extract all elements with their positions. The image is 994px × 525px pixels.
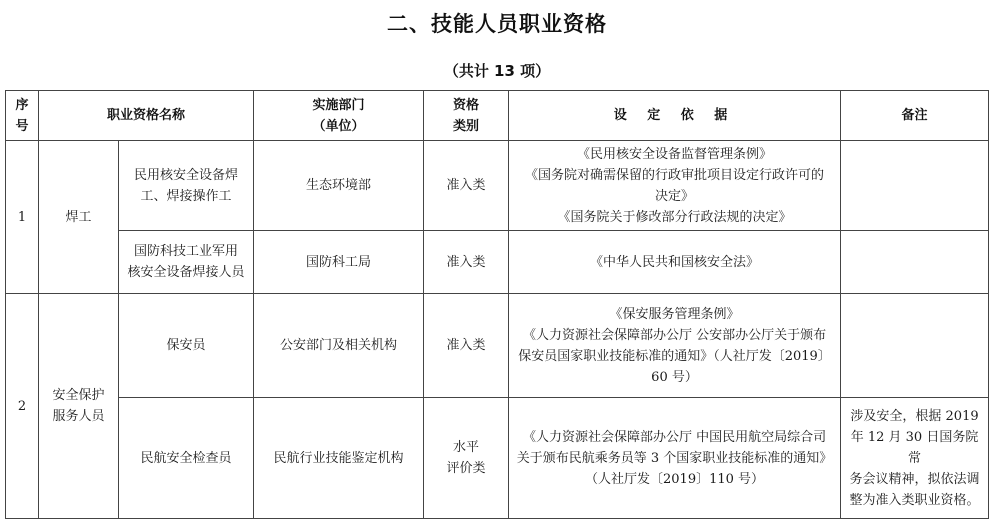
page-title: 二、技能人员职业资格: [387, 12, 607, 36]
header-row: [6, 91, 989, 141]
subname-cell: 国防科技工业军用 核安全设备焊接人员: [119, 231, 254, 294]
basis-cell: 《民用核安全设备监督管理条例》 《国务院对确需保留的行政审批项目设定行政许可的 决定》 《国务院关于修改部分行政法规的决定》: [509, 141, 841, 231]
subname-cell: 保安员: [119, 294, 254, 398]
header-dept: 实施部门 （单位）: [254, 91, 424, 141]
subname-cell: 民用核安全设备焊 工、焊接操作工: [119, 141, 254, 231]
table-row: [6, 294, 989, 398]
header-note: 备注: [841, 91, 989, 141]
dept-cell: 国防科工局: [254, 231, 424, 294]
seq-cell: 2: [6, 294, 39, 519]
dept-cell: 公安部门及相关机构: [254, 294, 424, 398]
basis-cell: 《人力资源社会保障部办公厅 中国民用航空局综合司 关于颁布民航乘务员等 3 个国家职业技能标准的通知》 （人社厅发〔2019〕110 号）: [509, 398, 841, 519]
header-seq: 序 号: [6, 91, 39, 141]
group-name-cell: 安全保护 服务人员: [39, 294, 119, 519]
page-subtitle: （共计 13 项）: [443, 62, 551, 80]
dept-cell: 生态环境部: [254, 141, 424, 231]
category-cell: 准入类: [424, 231, 509, 294]
header-name: 职业资格名称: [39, 91, 254, 141]
note-cell: [841, 294, 989, 398]
category-cell: 准入类: [424, 141, 509, 231]
note-cell: 涉及安全，根据 2019 年 12 月 30 日国务院常 务会议精神，拟依法调 整为准入类职业资格。: [841, 398, 989, 519]
header-category: 资格 类别: [424, 91, 509, 141]
header-basis: 设 定 依 据: [509, 91, 841, 141]
qualification-table: [5, 90, 989, 519]
note-cell: [841, 141, 989, 231]
seq-cell: 1: [6, 141, 39, 294]
category-cell: 水平 评价类: [424, 398, 509, 519]
note-cell: [841, 231, 989, 294]
group-name-cell: 焊工: [39, 141, 119, 294]
table-row: [6, 398, 989, 519]
subname-cell: 民航安全检查员: [119, 398, 254, 519]
dept-cell: 民航行业技能鉴定机构: [254, 398, 424, 519]
table-row: [6, 141, 989, 231]
basis-cell: 《保安服务管理条例》 《人力资源社会保障部办公厅 公安部办公厅关于颁布 保安员国家职业技能标准的通知》（人社厅发〔2019〕 60 号）: [509, 294, 841, 398]
basis-cell: 《中华人民共和国核安全法》: [509, 231, 841, 294]
table-row: [6, 231, 989, 294]
category-cell: 准入类: [424, 294, 509, 398]
